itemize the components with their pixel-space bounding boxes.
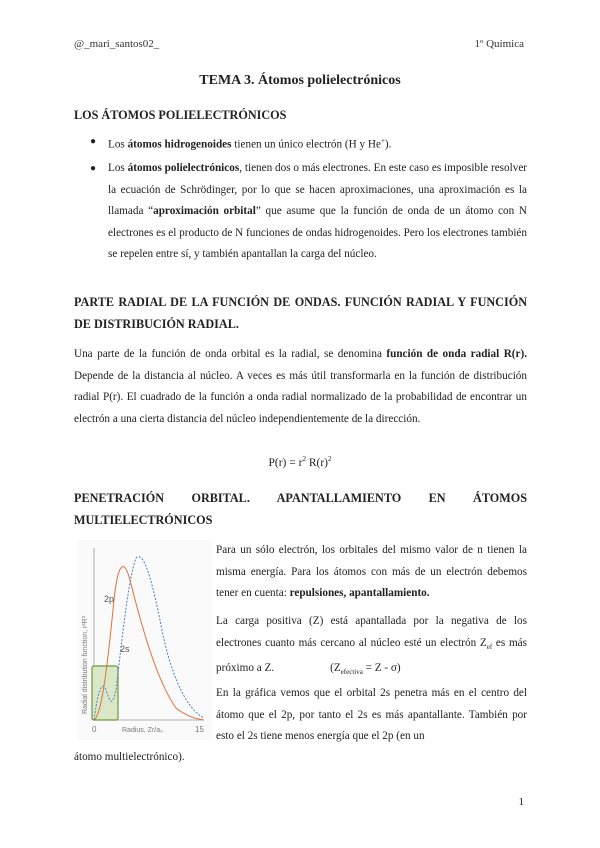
text: Para un sólo electrón, los orbitales del mismo valor de n tienen la misma energía. Para los átomos con más de un electrón debemos tener en cuenta: xyxy=(216,544,527,599)
bold-term: repulsiones, apantallamiento. xyxy=(289,587,430,599)
subscript: ef xyxy=(486,642,493,651)
formula xyxy=(0,455,600,469)
paragraph-penetration-2 xyxy=(216,611,527,684)
text: (Z xyxy=(330,662,341,675)
y-axis-label: Radial distribution function, r²R² xyxy=(82,615,89,714)
label-2p: 2p xyxy=(104,594,115,604)
text: La carga positiva (Z) está apantallada por la negativa de los electrones cuanto más cercano al núcleo esté un electrón Z xyxy=(216,615,527,649)
header-author: @_mari_santos02_ xyxy=(74,38,160,50)
text: tienen un único electrón (H y He xyxy=(231,138,381,151)
highlight-box xyxy=(92,666,118,720)
x-tick-label-max: 15 xyxy=(195,725,204,734)
superscript: + xyxy=(380,137,385,145)
text: es más próximo a Z. xyxy=(216,636,527,675)
formula-part: P(r) = r xyxy=(268,456,303,469)
page-number: 1 xyxy=(518,796,524,808)
paragraph-penetration-3: En la gráfica vemos que el orbital 2s penetra más en el centro del átomo que el 2p, por tanto el 2s es más apantallante. También por esto el 2s tiene menos energía que el 2p (en un xyxy=(216,687,527,742)
text: ). xyxy=(384,138,392,151)
bold-term: átomos polielectrónicos xyxy=(127,162,240,175)
label-2s: 2s xyxy=(120,644,130,654)
text: , tienen dos o más electrones. En este caso es imposible resolver la ecuación de Schrödinger, por lo que se hacen aproximaciones, una aproximación es la llamada “ xyxy=(108,162,528,218)
formula-part: R(r) xyxy=(305,456,328,469)
section-heading-polyelectronic: LOS ÁTOMOS POLIELECTRÓNICOS xyxy=(74,108,287,122)
superscript: 2 xyxy=(302,455,306,463)
section-heading-penetration: PENETRACIÓN ORBITAL. APANTALLAMIENTO EN ÁTOMOS MULTIELECTRÓNICOS xyxy=(74,491,527,527)
text: Los xyxy=(108,162,128,175)
x-tick-label-min: 0 xyxy=(92,725,97,734)
radial-distribution-figure xyxy=(78,540,212,740)
bold-term: aproximación orbital xyxy=(153,205,256,218)
paragraph-penetration-1 xyxy=(216,540,527,605)
paragraph-radial xyxy=(74,344,527,430)
x-axis-label: Radius, Zr/a₀ xyxy=(122,727,164,734)
subscript: efectiva xyxy=(340,668,363,677)
list-item xyxy=(74,158,527,266)
list-item xyxy=(74,131,527,156)
bold-term: función de onda radial R(r). xyxy=(386,348,527,360)
paragraph-penetration-3-end: átomo multielectrónico). xyxy=(74,751,185,763)
document-title: TEMA 3. Átomos polielectrónicos xyxy=(199,73,401,88)
text: = Z - σ) xyxy=(362,662,401,675)
text: Los xyxy=(108,138,128,151)
header-course: 1º Química xyxy=(474,38,524,50)
section-heading-radial: PARTE RADIAL DE LA FUNCIÓN DE ONDAS. FUNCIÓN RADIAL Y FUNCIÓN DE DISTRIBUCIÓN RADIAL. xyxy=(74,295,527,331)
text: Depende de la distancia al núcleo. A veces es más útil transformarla en la función de distribución radial P(r). El cuadrado de la función a onda radial normalizado de la probabilidad de encontrar un electrón a una cierta distancia del núcleo independientemente de la dirección. xyxy=(74,369,527,425)
text: Una parte de la función de onda orbital es la radial, se denomina xyxy=(74,348,387,360)
bold-term: átomos hidrogenoides xyxy=(127,138,232,151)
text: ” que asume que la función de onda de un átomo con N electrones es el producto de N funciones de ondas hidrogenoides. Pero los electrones también se repelen entre sí, y también apantallan la carga del núcleo. xyxy=(108,205,527,261)
bullet-icon: ● xyxy=(90,136,97,147)
superscript: 2 xyxy=(328,455,332,463)
bullet-icon: ● xyxy=(90,163,97,175)
bullet-list xyxy=(74,131,527,266)
